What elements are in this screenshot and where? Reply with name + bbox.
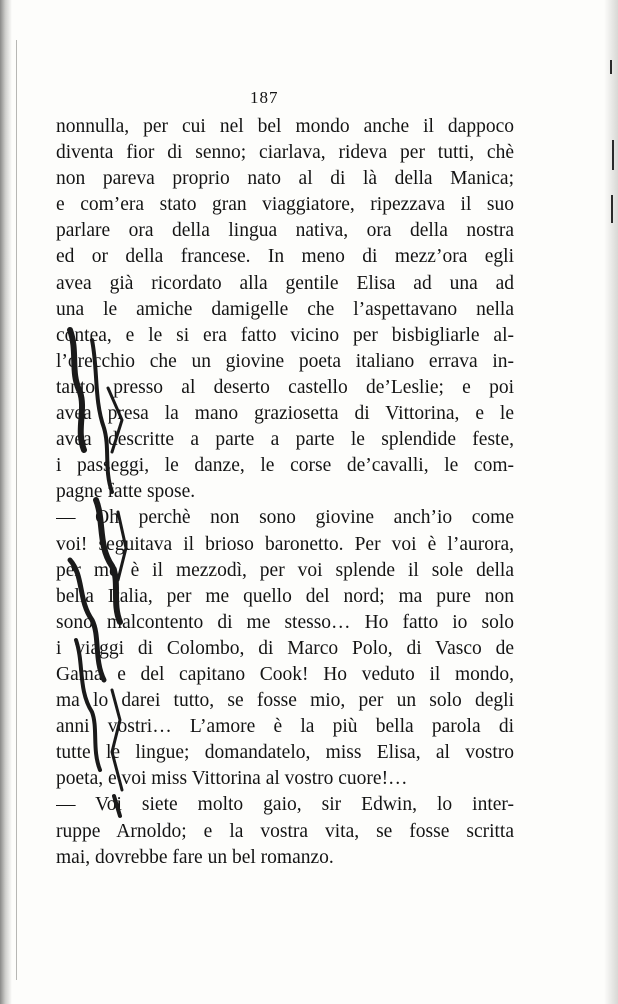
text-line: contea, e le si era fatto vicino per bisbigliarle al-: [56, 324, 514, 346]
text-line: ruppe Arnoldo; e la vostra vita, se fosse scritta: [56, 820, 514, 842]
text-line: l’orecchio che un giovine poeta italiano errava in-: [56, 350, 514, 372]
text-line: i viaggi di Colombo, di Marco Polo, di Vasco de: [56, 637, 514, 659]
text-line: voi! seguitava il brioso baronetto. Per voi è l’aurora,: [56, 533, 514, 555]
text-line: avea già ricordato alla gentile Elisa ad una ad: [56, 272, 514, 294]
text-line: avea presa la mano graziosetta di Vittorina, e le: [56, 403, 514, 425]
text-line: e com’era stato gran viaggiatore, ripezzava il suo: [56, 194, 514, 216]
text-line: i passeggi, le danze, le corse de’cavalli, le com-: [56, 455, 514, 477]
text-line: ed or della francese. In meno di mezz’ora egli: [56, 246, 514, 268]
edge-mark: [611, 195, 613, 223]
text-line: pagne fatte spose.: [56, 481, 196, 503]
text-line: anni vostri… L’amore è la più bella parola di: [56, 716, 514, 738]
text-line: bella Italia, per me quello del nord; ma pure non: [56, 585, 514, 607]
text-line: parlare ora della lingua nativa, ora della nostra: [56, 220, 514, 242]
text-line: tutte le lingue; domandatelo, miss Elisa, al vostro: [56, 742, 514, 764]
text-line: tanto presso al deserto castello de’Leslie; e poi: [56, 376, 514, 398]
text-line: per me è il mezzodì, per voi splende il sole della: [56, 559, 514, 581]
text-line: — Voi siete molto gaio, sir Edwin, lo inter-: [56, 794, 514, 816]
binding-shadow: [0, 0, 12, 1004]
text-line: una le amiche damigelle che l’aspettavano nella: [56, 298, 514, 320]
text-line: — Oh perchè non sono giovine anch’io come: [56, 507, 514, 529]
page-number: 187: [250, 88, 279, 107]
binding-line: [16, 40, 17, 980]
edge-mark: [610, 60, 612, 74]
text-line: avea descritte a parte a parte le splendide feste,: [56, 429, 514, 451]
text-line: nonnulla, per cui nel bel mondo anche il dappoco: [56, 116, 514, 137]
text-line: Gama e del capitano Cook! Ho veduto il mondo,: [56, 663, 514, 685]
edge-mark: [612, 140, 614, 170]
page-edge-shadow: [604, 0, 618, 1004]
text-line: ma lo darei tutto, se fosse mio, per un solo degli: [56, 690, 514, 712]
text-line: diventa fior di senno; ciarlava, rideva per tutti, chè: [56, 142, 514, 164]
body-text: [56, 114, 514, 871]
text-line: sono malcontento di me stesso… Ho fatto io solo: [56, 611, 514, 633]
text-line: mai, dovrebbe fare un bel romanzo.: [56, 846, 334, 868]
text-line: non pareva proprio nato al di là della Manica;: [56, 168, 514, 190]
text-line: poeta, e voi miss Vittorina al vostro cuore!…: [56, 768, 408, 790]
